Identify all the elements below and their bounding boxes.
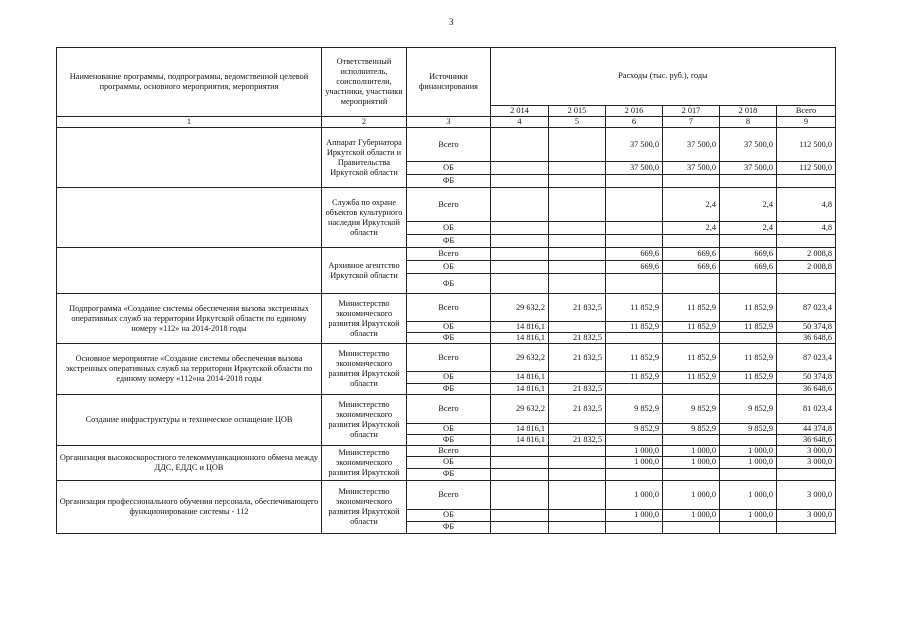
amount-cell (549, 372, 606, 383)
header-year: 2 016 (606, 106, 663, 117)
amount-cell (549, 175, 606, 188)
funding-source: Всего (407, 445, 491, 456)
amount-cell (549, 322, 606, 333)
column-number: 2 (322, 117, 407, 128)
program-name: Создание инфраструктуры и техническое оснащение ЦОВ (57, 394, 322, 445)
table-row (57, 128, 836, 162)
amount-cell: 14 816,1 (491, 322, 549, 333)
amount-cell: 2,4 (663, 222, 720, 235)
amount-cell: 1 000,0 (663, 509, 720, 521)
funding-source: ФБ (407, 274, 491, 294)
amount-cell: 11 852,9 (663, 294, 720, 322)
amount-cell (549, 509, 606, 521)
funding-source: ОБ (407, 222, 491, 235)
table-row (57, 188, 836, 222)
amount-cell (720, 521, 777, 533)
amount-cell: 669,6 (720, 248, 777, 261)
amount-cell: 37 500,0 (606, 162, 663, 175)
amount-cell (491, 509, 549, 521)
amount-cell: 11 852,9 (663, 344, 720, 372)
amount-cell (777, 175, 836, 188)
amount-cell (720, 235, 777, 248)
amount-cell (663, 235, 720, 248)
amount-cell: 29 632,2 (491, 294, 549, 322)
amount-cell: 112 500,0 (777, 162, 836, 175)
amount-cell: 44 374,8 (777, 423, 836, 434)
funding-source: ОБ (407, 456, 491, 468)
amount-cell: 1 000,0 (663, 456, 720, 468)
amount-cell: 21 832,5 (549, 383, 606, 394)
table-row (57, 344, 836, 372)
amount-cell (720, 383, 777, 394)
amount-cell (606, 434, 663, 445)
executor: Служба по охране объектов культурного наследия Иркутской области (322, 188, 407, 248)
amount-cell: 669,6 (663, 248, 720, 261)
amount-cell: 2,4 (720, 222, 777, 235)
amount-cell: 1 000,0 (663, 445, 720, 456)
amount-cell: 50 374,8 (777, 372, 836, 383)
amount-cell (606, 521, 663, 533)
amount-cell: 9 852,9 (606, 423, 663, 434)
amount-cell: 4,8 (777, 222, 836, 235)
amount-cell (491, 128, 549, 162)
header-year: 2 014 (491, 106, 549, 117)
funding-source: Всего (407, 480, 491, 509)
amount-cell (549, 128, 606, 162)
amount-cell (549, 445, 606, 456)
amount-cell: 1 000,0 (663, 480, 720, 509)
header-expenses: Расходы (тыс. руб.), годы (491, 48, 836, 106)
table-row (57, 394, 836, 423)
amount-cell: 2 008,8 (777, 248, 836, 261)
amount-cell: 9 852,9 (663, 394, 720, 423)
amount-cell (491, 468, 549, 480)
amount-cell: 29 632,2 (491, 344, 549, 372)
amount-cell: 1 000,0 (720, 509, 777, 521)
funding-source: ФБ (407, 468, 491, 480)
table-row (57, 248, 836, 261)
amount-cell (549, 468, 606, 480)
amount-cell: 14 816,1 (491, 434, 549, 445)
executor: Министерство экономического развития Иркутской области (322, 344, 407, 394)
program-name: Основное мероприятие «Создание системы обеспечения вызова экстренных оперативных служб на территории Иркутской области по единому номеру «112»на 2014-2018 годы (57, 344, 322, 394)
column-number: 1 (57, 117, 322, 128)
amount-cell (606, 333, 663, 344)
amount-cell (777, 521, 836, 533)
amount-cell: 37 500,0 (663, 128, 720, 162)
amount-cell: 3 000,0 (777, 509, 836, 521)
amount-cell: 37 500,0 (720, 162, 777, 175)
amount-cell (720, 333, 777, 344)
table-row (57, 480, 836, 509)
amount-cell: 3 000,0 (777, 456, 836, 468)
amount-cell: 14 816,1 (491, 333, 549, 344)
funding-source: ОБ (407, 322, 491, 333)
funding-source: Всего (407, 128, 491, 162)
amount-cell (549, 456, 606, 468)
amount-cell (491, 521, 549, 533)
amount-cell (549, 162, 606, 175)
amount-cell: 669,6 (606, 248, 663, 261)
program-name (57, 188, 322, 248)
amount-cell: 2,4 (663, 188, 720, 222)
amount-cell (606, 383, 663, 394)
amount-cell: 11 852,9 (606, 344, 663, 372)
amount-cell (720, 274, 777, 294)
amount-cell (491, 261, 549, 274)
page-number: 3 (449, 17, 454, 27)
amount-cell: 36 648,6 (777, 434, 836, 445)
table-row (57, 294, 836, 322)
amount-cell: 9 852,9 (606, 394, 663, 423)
program-name (57, 248, 322, 294)
amount-cell (549, 521, 606, 533)
executor: Аппарат Губернатора Иркутской области и Правительства Иркутской области (322, 128, 407, 188)
funding-source: ФБ (407, 434, 491, 445)
amount-cell (491, 222, 549, 235)
amount-cell (606, 468, 663, 480)
amount-cell (663, 333, 720, 344)
header-name: Наименование программы, подпрограммы, ведомственной целевой программы, основного мероприятия, мероприятия (57, 48, 322, 117)
amount-cell: 1 000,0 (720, 445, 777, 456)
amount-cell (720, 434, 777, 445)
funding-source: Всего (407, 344, 491, 372)
amount-cell (663, 468, 720, 480)
funding-source: ОБ (407, 372, 491, 383)
column-number: 7 (663, 117, 720, 128)
funding-source: Всего (407, 294, 491, 322)
amount-cell: 2 008,8 (777, 261, 836, 274)
amount-cell (777, 235, 836, 248)
amount-cell: 14 816,1 (491, 372, 549, 383)
table-row (57, 445, 836, 456)
header-source: Источники финансирования (407, 48, 491, 117)
amount-cell (777, 468, 836, 480)
funding-source: ФБ (407, 175, 491, 188)
funding-source: ОБ (407, 509, 491, 521)
amount-cell (549, 248, 606, 261)
funding-source: ФБ (407, 383, 491, 394)
funding-source: ФБ (407, 235, 491, 248)
amount-cell: 21 832,5 (549, 294, 606, 322)
amount-cell (491, 235, 549, 248)
funding-source: ОБ (407, 261, 491, 274)
header-year: 2 017 (663, 106, 720, 117)
amount-cell (777, 274, 836, 294)
amount-cell (491, 162, 549, 175)
funding-source: Всего (407, 188, 491, 222)
amount-cell: 4,8 (777, 188, 836, 222)
amount-cell (663, 175, 720, 188)
amount-cell: 11 852,9 (663, 372, 720, 383)
amount-cell (606, 222, 663, 235)
funding-source: Всего (407, 394, 491, 423)
amount-cell: 1 000,0 (720, 480, 777, 509)
amount-cell (491, 480, 549, 509)
amount-cell: 9 852,9 (663, 423, 720, 434)
amount-cell: 1 000,0 (720, 456, 777, 468)
executor: Министерство экономического развития Иркутской (322, 445, 407, 480)
executor: Министерство экономического развития Иркутской области (322, 294, 407, 344)
amount-cell: 11 852,9 (606, 294, 663, 322)
column-number: 3 (407, 117, 491, 128)
header-executor: Ответственный исполнитель, соисполнители, участники, участники мероприятий (322, 48, 407, 117)
budget-table (56, 47, 836, 534)
funding-source: ФБ (407, 521, 491, 533)
header-year: Всего (777, 106, 836, 117)
header-year: 2 015 (549, 106, 606, 117)
column-number: 9 (777, 117, 836, 128)
amount-cell: 11 852,9 (663, 322, 720, 333)
amount-cell (549, 274, 606, 294)
amount-cell (663, 521, 720, 533)
amount-cell: 21 832,5 (549, 333, 606, 344)
amount-cell: 37 500,0 (720, 128, 777, 162)
program-name: Организация профессионального обучения персонала, обеспечивающего функционирование системы - 112 (57, 480, 322, 533)
column-number: 5 (549, 117, 606, 128)
executor: Министерство экономического развития Иркутской области (322, 394, 407, 445)
amount-cell: 29 632,2 (491, 394, 549, 423)
amount-cell: 81 023,4 (777, 394, 836, 423)
amount-cell: 14 816,1 (491, 383, 549, 394)
amount-cell: 11 852,9 (720, 344, 777, 372)
amount-cell: 21 832,5 (549, 434, 606, 445)
amount-cell: 50 374,8 (777, 322, 836, 333)
amount-cell (720, 175, 777, 188)
amount-cell (549, 188, 606, 222)
amount-cell: 112 500,0 (777, 128, 836, 162)
column-number: 4 (491, 117, 549, 128)
amount-cell: 1 000,0 (606, 445, 663, 456)
amount-cell (663, 434, 720, 445)
funding-source: Всего (407, 248, 491, 261)
amount-cell: 36 648,6 (777, 333, 836, 344)
amount-cell (491, 274, 549, 294)
amount-cell (491, 445, 549, 456)
amount-cell (720, 468, 777, 480)
header-year: 2 018 (720, 106, 777, 117)
executor: Министерство экономического развития Иркутской области (322, 480, 407, 533)
amount-cell (606, 188, 663, 222)
amount-cell (549, 222, 606, 235)
amount-cell (549, 480, 606, 509)
column-number: 6 (606, 117, 663, 128)
amount-cell: 2,4 (720, 188, 777, 222)
amount-cell: 37 500,0 (663, 162, 720, 175)
amount-cell: 669,6 (720, 261, 777, 274)
amount-cell: 1 000,0 (606, 509, 663, 521)
amount-cell: 3 000,0 (777, 480, 836, 509)
amount-cell: 11 852,9 (720, 322, 777, 333)
amount-cell: 21 832,5 (549, 394, 606, 423)
amount-cell (491, 188, 549, 222)
amount-cell (491, 456, 549, 468)
amount-cell: 11 852,9 (606, 322, 663, 333)
amount-cell: 9 852,9 (720, 423, 777, 434)
amount-cell (663, 274, 720, 294)
amount-cell: 669,6 (606, 261, 663, 274)
amount-cell: 11 852,9 (720, 294, 777, 322)
amount-cell (549, 423, 606, 434)
amount-cell: 87 023,4 (777, 344, 836, 372)
amount-cell (491, 175, 549, 188)
amount-cell: 11 852,9 (720, 372, 777, 383)
amount-cell: 9 852,9 (720, 394, 777, 423)
amount-cell (549, 235, 606, 248)
amount-cell: 14 816,1 (491, 423, 549, 434)
amount-cell (549, 261, 606, 274)
amount-cell (491, 248, 549, 261)
executor: Архивное агентство Иркутской области (322, 248, 407, 294)
amount-cell: 21 832,5 (549, 344, 606, 372)
program-name: Организация высокоскоростного телекоммуникационного обмена между ДДС, ЕДДС и ЦОВ (57, 445, 322, 480)
funding-source: ОБ (407, 162, 491, 175)
amount-cell: 36 648,6 (777, 383, 836, 394)
amount-cell: 3 000,0 (777, 445, 836, 456)
amount-cell (606, 235, 663, 248)
program-name (57, 128, 322, 188)
amount-cell: 11 852,9 (606, 372, 663, 383)
amount-cell (606, 274, 663, 294)
amount-cell: 37 500,0 (606, 128, 663, 162)
funding-source: ФБ (407, 333, 491, 344)
amount-cell: 669,6 (663, 261, 720, 274)
funding-source: ОБ (407, 423, 491, 434)
amount-cell: 1 000,0 (606, 456, 663, 468)
column-number: 8 (720, 117, 777, 128)
program-name: Подпрограмма «Создание системы обеспечения вызова экстренных оперативных служб на территории Иркутской области по единому номеру «112» на 2014-2018 годы (57, 294, 322, 344)
amount-cell: 87 023,4 (777, 294, 836, 322)
amount-cell (606, 175, 663, 188)
amount-cell: 1 000,0 (606, 480, 663, 509)
amount-cell (663, 383, 720, 394)
